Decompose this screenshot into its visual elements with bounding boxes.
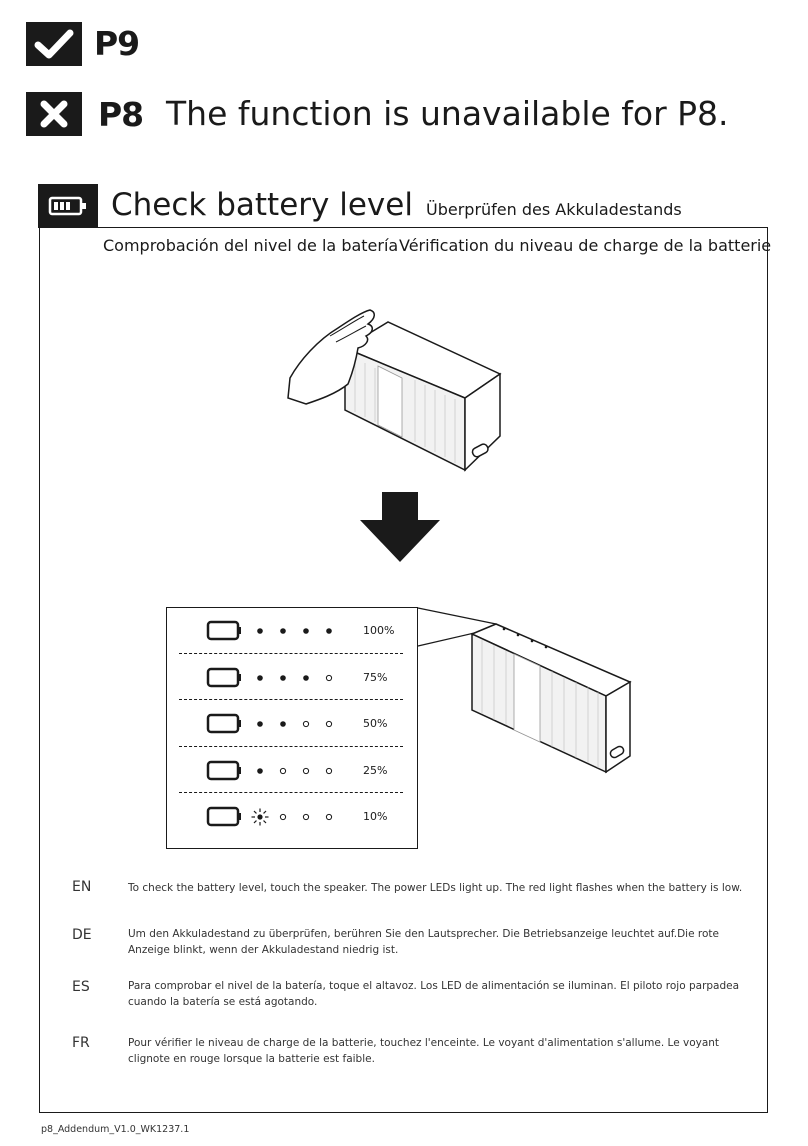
battery-level-percent: 100% (363, 624, 395, 637)
led-on-dot (257, 721, 263, 727)
led-off-dot (326, 675, 331, 680)
led-indicator-group (167, 796, 347, 836)
section-title-de: Überprüfen des Akkuladestands (426, 200, 682, 219)
instruction-fr: Pour vérifier le niveau de charge de la batterie, touchez l'enceinte. Le voyant d'alimentation s'allume. Le voyant clignote en rouge lorsque la batterie est faible. (128, 1037, 720, 1065)
led-indicator-group (167, 610, 347, 650)
led-on-dot (257, 768, 263, 774)
led-indicator-group (167, 703, 347, 743)
p8-label: P8 (98, 95, 144, 134)
led-on-dot (280, 628, 286, 634)
section-title-fr: Vérification du niveau de charge de la batterie (399, 236, 772, 255)
level-separator (179, 792, 403, 793)
led-indicator-group (167, 657, 347, 697)
battery-level-row (167, 657, 417, 703)
led-off-dot (303, 814, 308, 819)
battery-level-percent: 10% (363, 810, 388, 823)
led-on-dot (303, 675, 309, 681)
battery-outline-icon (208, 762, 241, 779)
checkmark-icon (34, 28, 74, 60)
speaker-touch-illustration (270, 300, 510, 480)
cross-icon (39, 99, 69, 129)
footer-doc-id: p8_Addendum_V1.0_WK1237.1 (41, 1124, 190, 1135)
p9-badge (26, 22, 82, 66)
p9-label: P9 (94, 24, 140, 63)
battery-level-row (167, 610, 417, 656)
section-title-es: Comprobación del nivel de la batería (103, 236, 399, 255)
level-separator (179, 746, 403, 747)
led-on-dot (257, 628, 263, 634)
led-off-dot (326, 814, 331, 819)
p8-badge (26, 92, 82, 136)
led-indicator-group (167, 750, 347, 790)
battery-level-legend (166, 607, 418, 849)
led-off-dot (303, 721, 308, 726)
battery-level-row (167, 750, 417, 796)
battery-outline-icon (208, 808, 241, 825)
led-on-dot (257, 675, 263, 681)
lang-fr: FR (72, 1035, 90, 1051)
battery-outline-icon (208, 622, 241, 639)
led-on-dot (303, 628, 309, 634)
section-badge (38, 184, 98, 228)
instruction-de: Um den Akkuladestand zu überprüfen, berühren Sie den Lautsprecher. Die Betriebsanzeige leuchtet auf.Die rote Anzeige blinkt, wenn der Akkuladestand niedrig ist. (128, 928, 719, 956)
battery-level-row (167, 796, 417, 842)
instruction-es: Para comprobar el nivel de la batería, toque el altavoz. Los LED de alimentación se iluminan. El piloto rojo parpadea cuando la batería se está agotando. (128, 980, 740, 1008)
lang-de: DE (72, 927, 92, 943)
battery-level-percent: 75% (363, 670, 388, 684)
section-title: Check battery level (111, 187, 413, 223)
lang-es: ES (72, 979, 90, 995)
battery-outline-icon (208, 669, 241, 686)
battery-icon (48, 195, 88, 217)
led-on-dot (280, 721, 286, 727)
led-on-dot (280, 675, 286, 681)
battery-level-row (167, 703, 417, 749)
p8-unavailable-notice: The function is unavailable for P8. (166, 94, 729, 133)
battery-level-percent: 50% (363, 717, 388, 730)
level-separator (179, 653, 403, 654)
led-off-dot (303, 768, 308, 773)
led-off-dot (326, 768, 331, 773)
led-flashing-icon (252, 809, 269, 826)
speaker-led-illustration (466, 620, 636, 780)
led-off-dot (280, 814, 285, 819)
lang-en: EN (72, 879, 92, 895)
led-off-dot (280, 768, 285, 773)
battery-outline-icon (208, 715, 241, 732)
instruction-en: To check the battery level, touch the speaker. The power LEDs light up. The red light flashes when the battery is low. (128, 882, 743, 894)
down-arrow-icon (358, 492, 442, 564)
level-separator (179, 699, 403, 700)
led-on-dot (326, 628, 332, 634)
battery-level-percent: 25% (363, 763, 388, 777)
led-off-dot (326, 721, 331, 726)
